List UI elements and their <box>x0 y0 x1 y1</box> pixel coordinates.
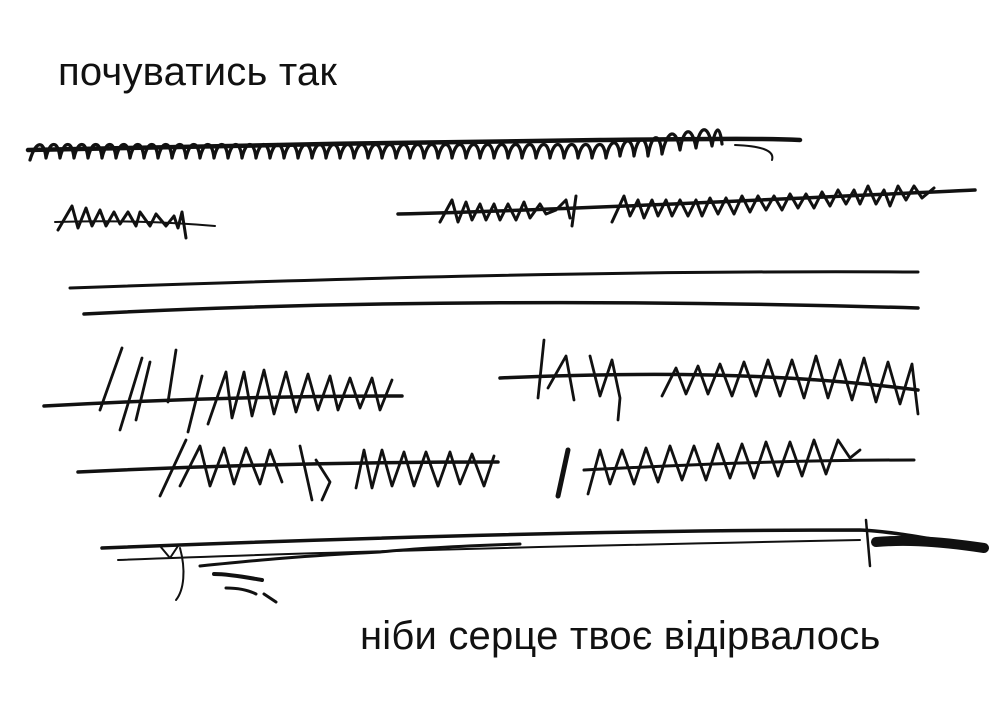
scribble-row-4-left <box>78 440 498 500</box>
scribble-row-2-left <box>55 206 215 238</box>
scribble-row-1 <box>28 130 800 160</box>
scribble-row-3-right <box>500 340 918 420</box>
horizontal-strokes <box>70 272 918 314</box>
scribble-row-3-left <box>44 348 402 432</box>
scribble-row-4-right <box>558 440 914 496</box>
top-caption: почуватись так <box>58 50 338 94</box>
bottom-caption: ніби серце твоє відірвалось <box>360 614 881 658</box>
scribble-row-2-right <box>398 186 975 226</box>
brush-smear <box>102 520 984 602</box>
